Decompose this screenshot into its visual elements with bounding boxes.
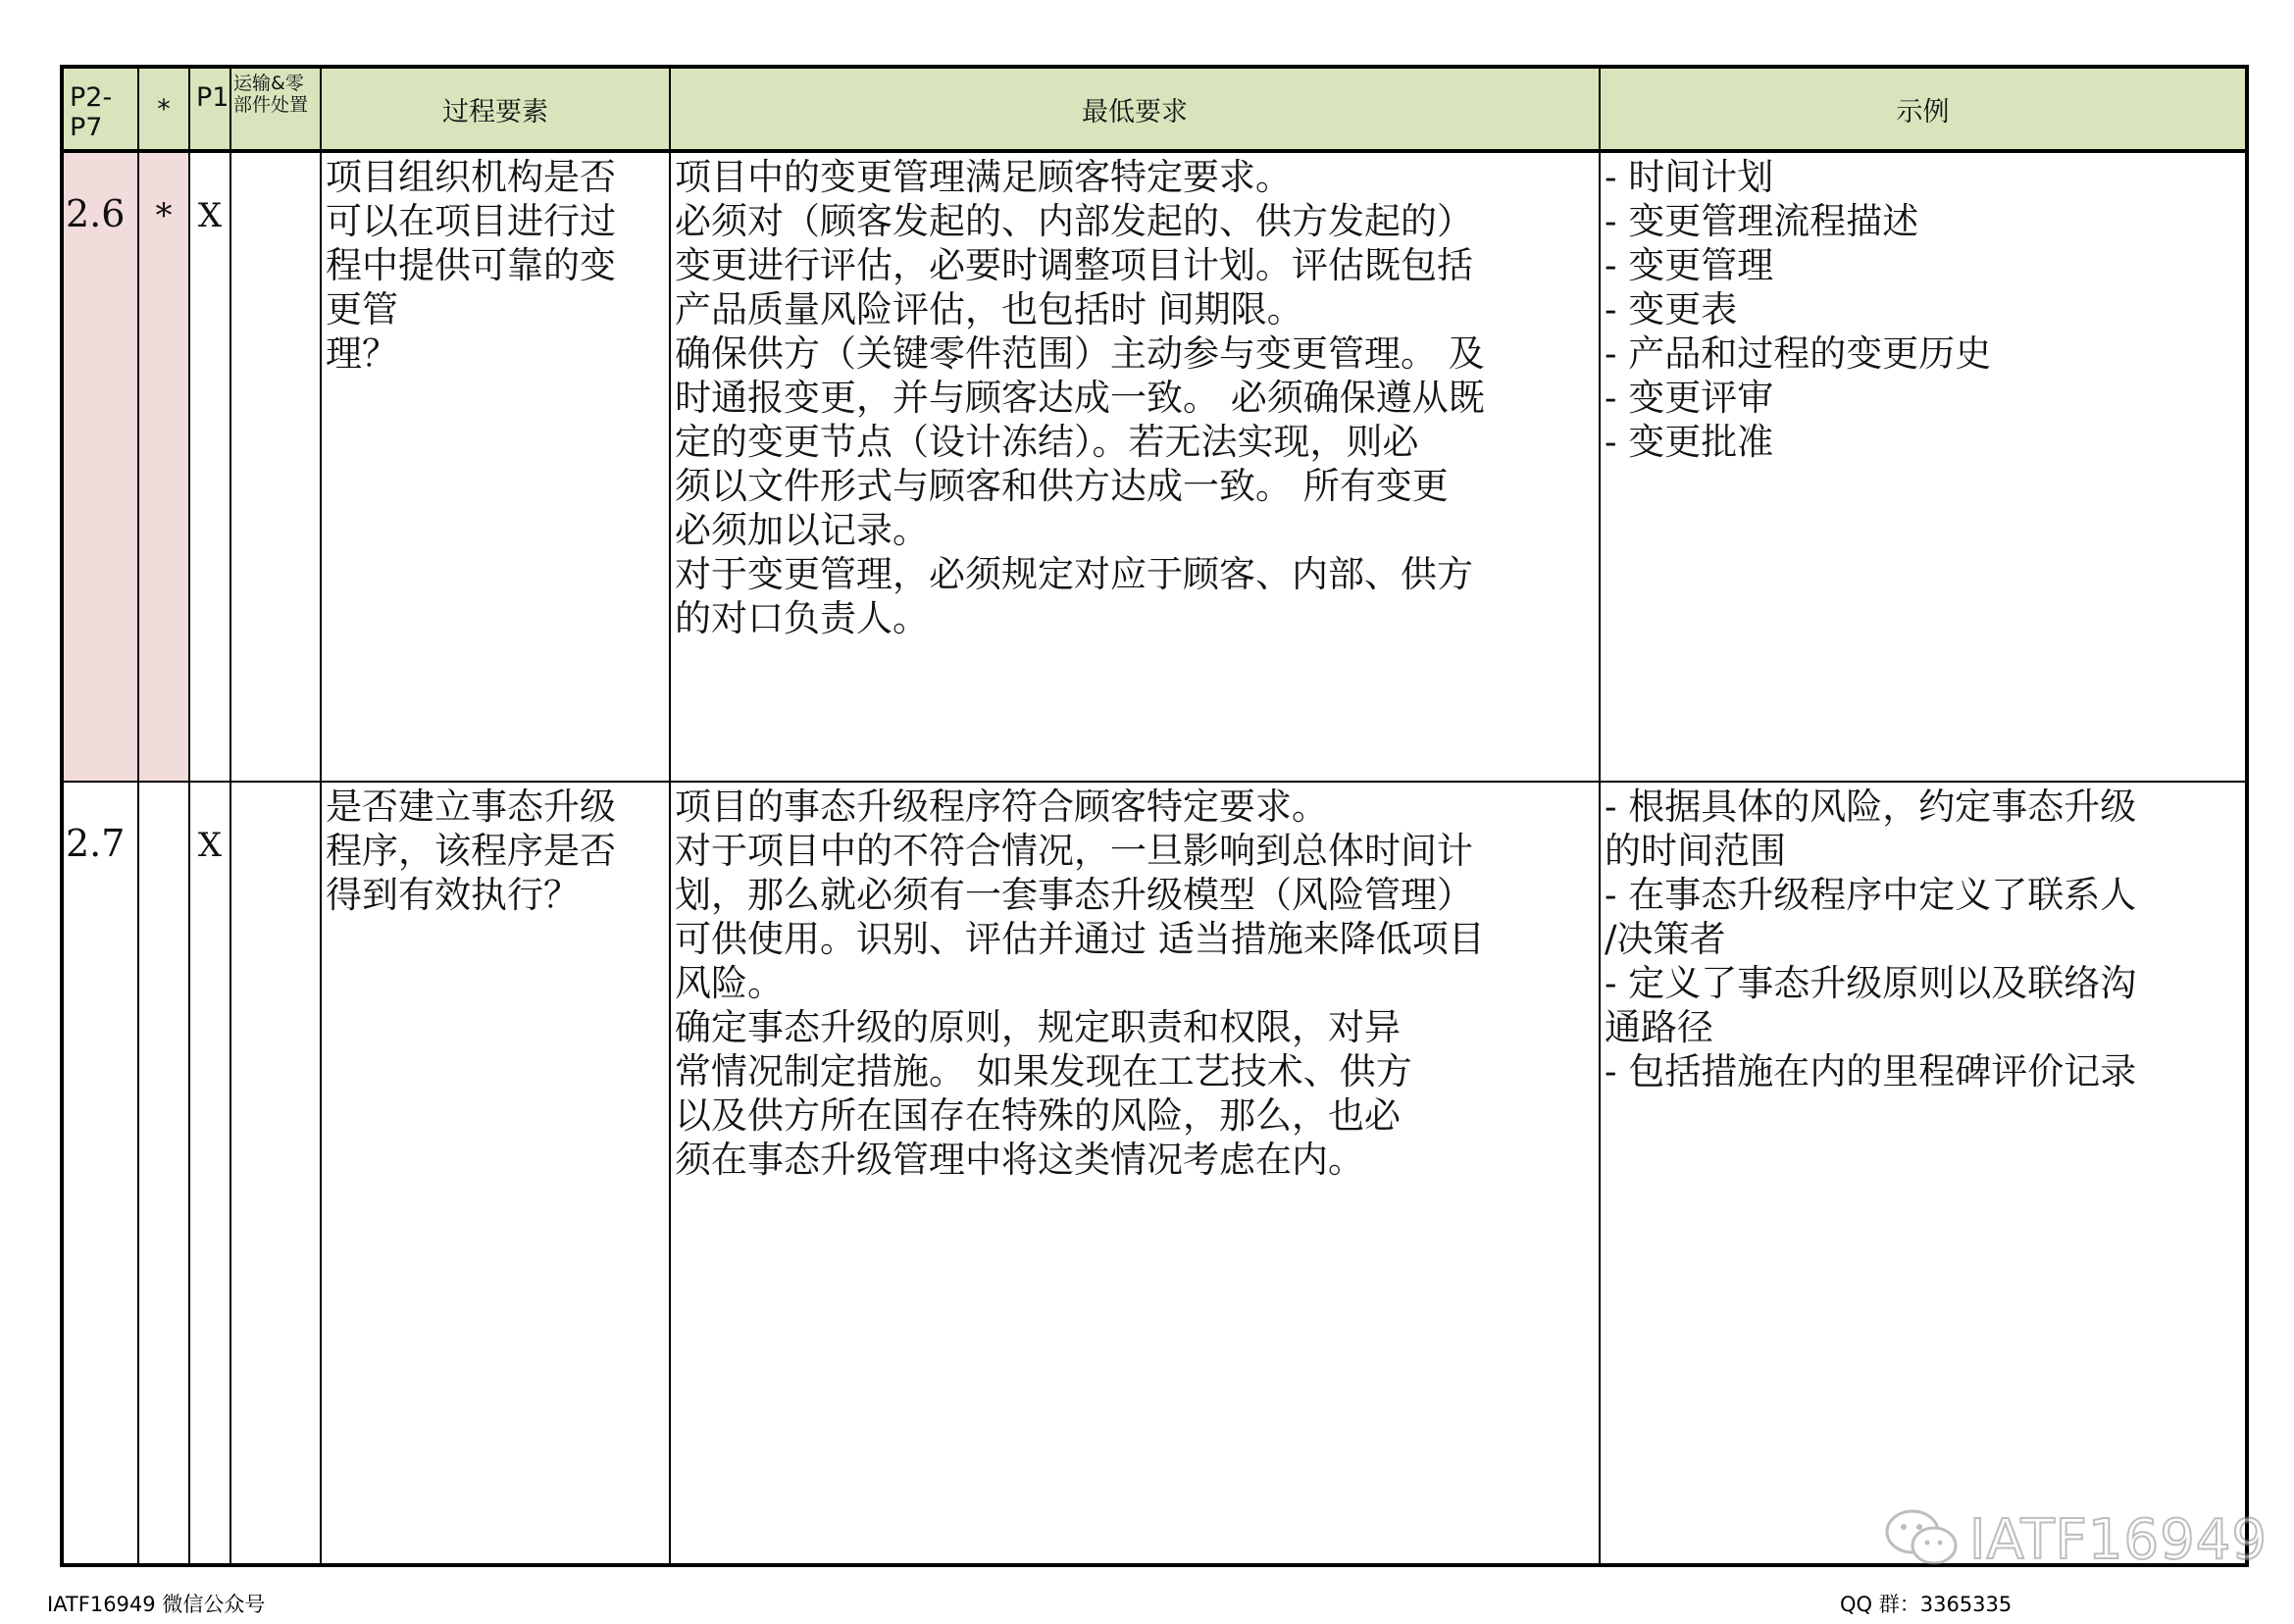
- list-item: - 产品和过程的变更历史: [1605, 332, 1992, 375]
- watermark: [1883, 1506, 2268, 1573]
- row-number: 2.7: [66, 822, 126, 865]
- star-cell: [138, 782, 189, 1565]
- example-list: [1601, 153, 2245, 464]
- process-element-cell: [321, 782, 670, 1565]
- table-row: [62, 782, 2247, 1565]
- minimum-requirement-cell: [670, 782, 1600, 1565]
- header-p2-p7: P2-P7: [62, 67, 138, 151]
- list-item: - 根据具体的风险，约定事态升级 的时间范围: [1605, 786, 2137, 872]
- p1-mark: X: [197, 196, 223, 235]
- row-number-cell: [62, 151, 138, 782]
- process-element-text: 项目组织机构是否 可以在项目进行过 程中提供可靠的变 更管 理？: [326, 156, 616, 375]
- audit-table: [60, 65, 2249, 1567]
- header-star: *: [138, 67, 189, 151]
- minimum-requirement-cell: [670, 151, 1600, 782]
- star-mark: [139, 783, 188, 826]
- wechat-icon: [1883, 1506, 1962, 1573]
- list-item: - 变更批准: [1605, 421, 1774, 463]
- list-item: - 时间计划: [1605, 156, 1774, 198]
- list-item: - 定义了事态升级原则以及联络沟 通路径: [1605, 962, 2137, 1048]
- example-list: [1601, 783, 2245, 1093]
- watermark-text: IATF16949: [1969, 1507, 2269, 1572]
- transport-cell: [230, 782, 321, 1565]
- table-row: [62, 151, 2247, 782]
- list-item: - 变更管理流程描述: [1605, 200, 1919, 242]
- header-p1: P1: [189, 67, 230, 151]
- process-element-cell: [321, 151, 670, 782]
- p1-cell: [189, 782, 230, 1565]
- minimum-requirement-text: 项目的事态升级程序符合顾客特定要求。 对于项目中的不符合情况，一旦影响到总体时间计 划，那么就必须有一套事态升级模型（风险管理） 可供使用。识别、评估并通过 适当措施来降低项目 风险。 确定事态升级的原则，规定职责和权限，对异 常情况制定措施。 如果发现在工艺技术、供方 以及供方所在国存在特殊的风险，那么，也必 须在事态升级管理中将这类情况考虑在内。: [675, 786, 1485, 1181]
- minimum-requirement-text: 项目中的变更管理满足顾客特定要求。 必须对（顾客发起的、内部发起的、供方发起的） 变更进行评估，必要时调整项目计划。评估既包括 产品质量风险评估，也包括时 间期限。 确保供方（关键零件范围）主动参与变更管理。 及 时通报变更，并与顾客达成一致。 必须确保遵从既 定的变更节点（设计冻结）。若无法实现，则必 须以文件形式与顾客和供方达成一致。 所有变更 必须加以记录。 对于变更管理，必须规定对应于顾客、内部、供方 的对口负责人。: [675, 156, 1485, 639]
- list-item: - 变更管理: [1605, 244, 1774, 286]
- row-number: 2.6: [66, 192, 126, 235]
- header-minimum-requirement: 最低要求: [670, 67, 1600, 151]
- p1-cell: [189, 151, 230, 782]
- p1-mark: X: [197, 826, 223, 865]
- header-example: 示例: [1600, 67, 2247, 151]
- list-item: - 包括措施在内的里程碑评价记录: [1605, 1050, 2137, 1092]
- list-item: - 在事态升级程序中定义了联系人 /决策者: [1605, 874, 2137, 960]
- star-cell: [138, 151, 189, 782]
- list-item: - 变更评审: [1605, 377, 1774, 419]
- example-cell: [1600, 782, 2247, 1565]
- transport-cell: [230, 151, 321, 782]
- row-number-cell: [62, 782, 138, 1565]
- footer-right: QQ 群：3365335: [1840, 1593, 2013, 1616]
- list-item: - 变更表: [1605, 288, 1738, 330]
- header-transport: 运输&零部件处置: [230, 67, 321, 151]
- footer-left: IATF16949 微信公众号: [47, 1593, 266, 1616]
- example-cell: [1600, 151, 2247, 782]
- audit-table-sheet: [60, 65, 2245, 1544]
- table-header-row: [62, 67, 2247, 151]
- star-mark: *: [155, 196, 173, 235]
- process-element-text: 是否建立事态升级 程序，该程序是否 得到有效执行？: [326, 786, 616, 916]
- header-process-element: 过程要素: [321, 67, 670, 151]
